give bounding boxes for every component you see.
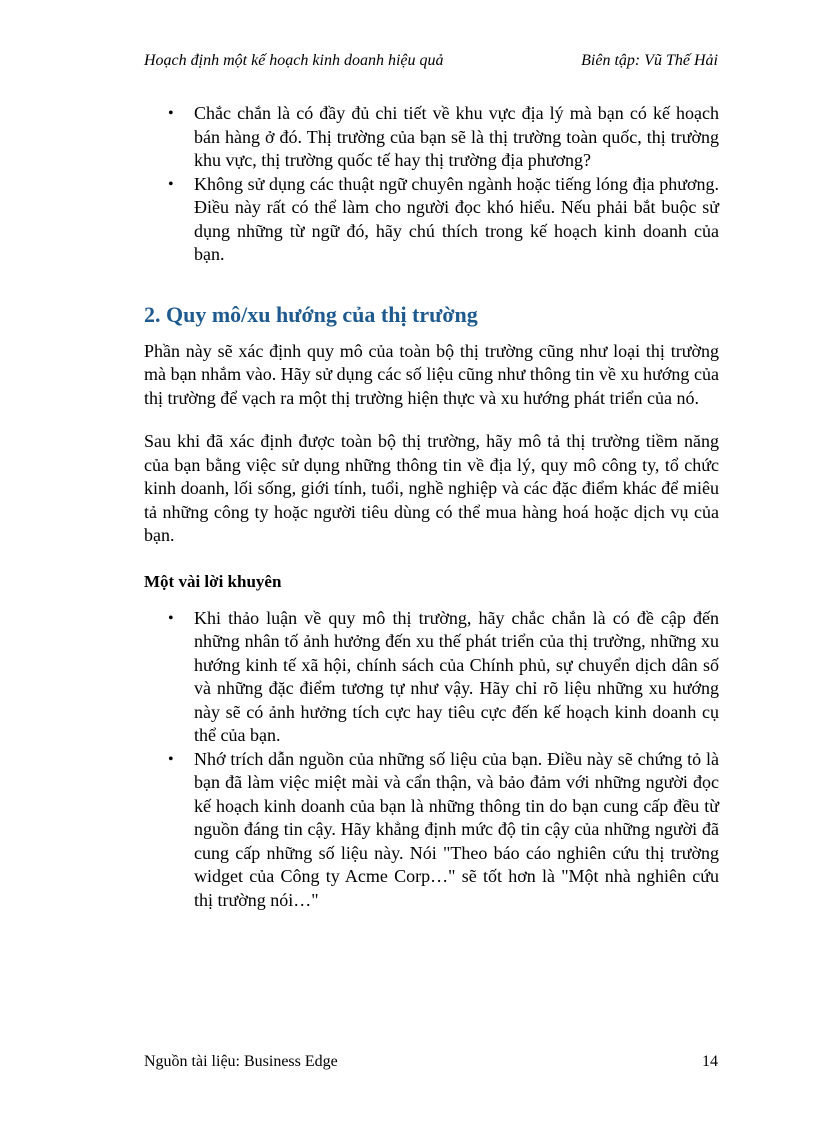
page-number: 14: [702, 1053, 718, 1070]
bullet-icon: •: [168, 105, 174, 122]
bullet-icon: •: [168, 609, 174, 627]
list-item: [144, 102, 719, 173]
header-book-title: Hoạch định một kế hoạch kinh doanh hiệu quả: [144, 52, 444, 69]
header-editor: Biên tập: Vũ Thế Hải: [581, 52, 718, 69]
section-paragraph: Sau khi đã xác định được toàn bộ thị trường, hãy mô tả thị trường tiềm năng của bạn bằng việc sử dụng những thông tin về địa lý, quy mô công ty, tổ chức kinh doanh, lối sống, giới tính, tuổi, nghề nghiệp và các đặc điểm khác để miêu tả những công ty hoặc người tiêu dùng có thể mua hàng hoá hoặc dịch vụ của bạn.: [144, 431, 719, 545]
running-header: [144, 52, 718, 70]
section-paragraph: Phần này sẽ xác định quy mô của toàn bộ thị trường cũng như loại thị trường mà bạn nhắm vào. Hãy sử dụng các số liệu cũng như thông tin về xu hướng của thị trường để vạch ra một thị trường hiện thực và xu hướng phát triển của nó.: [144, 340, 719, 408]
list-item: [144, 748, 719, 913]
advice-bullet-list: [144, 607, 719, 913]
list-item: [144, 607, 719, 748]
bullet-icon: •: [168, 175, 174, 193]
page-footer: [144, 1053, 718, 1071]
list-item-text: Không sử dụng các thuật ngữ chuyên ngành hoặc tiếng lóng địa phương. Điều này rất có thể làm cho người đọc khó hiểu. Nếu phải bắt buộc sử dụng những từ ngữ đó, hãy chú thích trong kế hoạch kinh doanh của bạn.: [194, 173, 719, 264]
section-heading: 2. Quy mô/xu hướng của thị trường: [144, 301, 478, 327]
page-body: [144, 102, 719, 912]
advice-heading: Một vài lời khuyên: [144, 571, 282, 591]
list-item-text: Chắc chắn là có đầy đủ chi tiết về khu vực địa lý mà bạn có kế hoạch bán hàng ở đó. Thị trường của bạn sẽ là thị trường toàn quốc, thị trường khu vực, thị trường quốc tế hay thị trường địa phương?: [194, 103, 719, 170]
top-bullet-list: [144, 102, 719, 267]
list-item: [144, 173, 719, 267]
footer-source: Nguồn tài liệu: Business Edge: [144, 1053, 338, 1070]
list-item-text: Khi thảo luận về quy mô thị trường, hãy chắc chắn là có đề cập đến những nhân tố ảnh hưởng đến xu thế phát triển của thị trường, những xu hướng kinh tế xã hội, chính sách của Chính phủ, sự chuyển dịch dân số và những đặc điểm tương tự như vậy. Hãy chỉ rõ liệu những xu hướng này sẽ có ảnh hưởng tích cực hay tiêu cực đến kế hoạch kinh doanh cụ thể của bạn.: [194, 607, 719, 745]
list-item-text: Nhớ trích dẫn nguồn của những số liệu của bạn. Điều này sẽ chứng tỏ là bạn đã làm việc miệt mài và cẩn thận, và bảo đảm với những người đọc kế hoạch kinh doanh của bạn là những thông tin do bạn cung cấp đều từ nguồn đáng tin cậy. Hãy khẳng định mức độ tin cậy của những người đã cung cấp những số liệu này. Nói "Theo báo cáo nghiên cứu thị trường widget của Công ty Acme Corp…" sẽ tốt hơn là "Một nhà nghiên cứu thị trường nói…": [194, 748, 719, 910]
bullet-icon: •: [168, 750, 174, 768]
